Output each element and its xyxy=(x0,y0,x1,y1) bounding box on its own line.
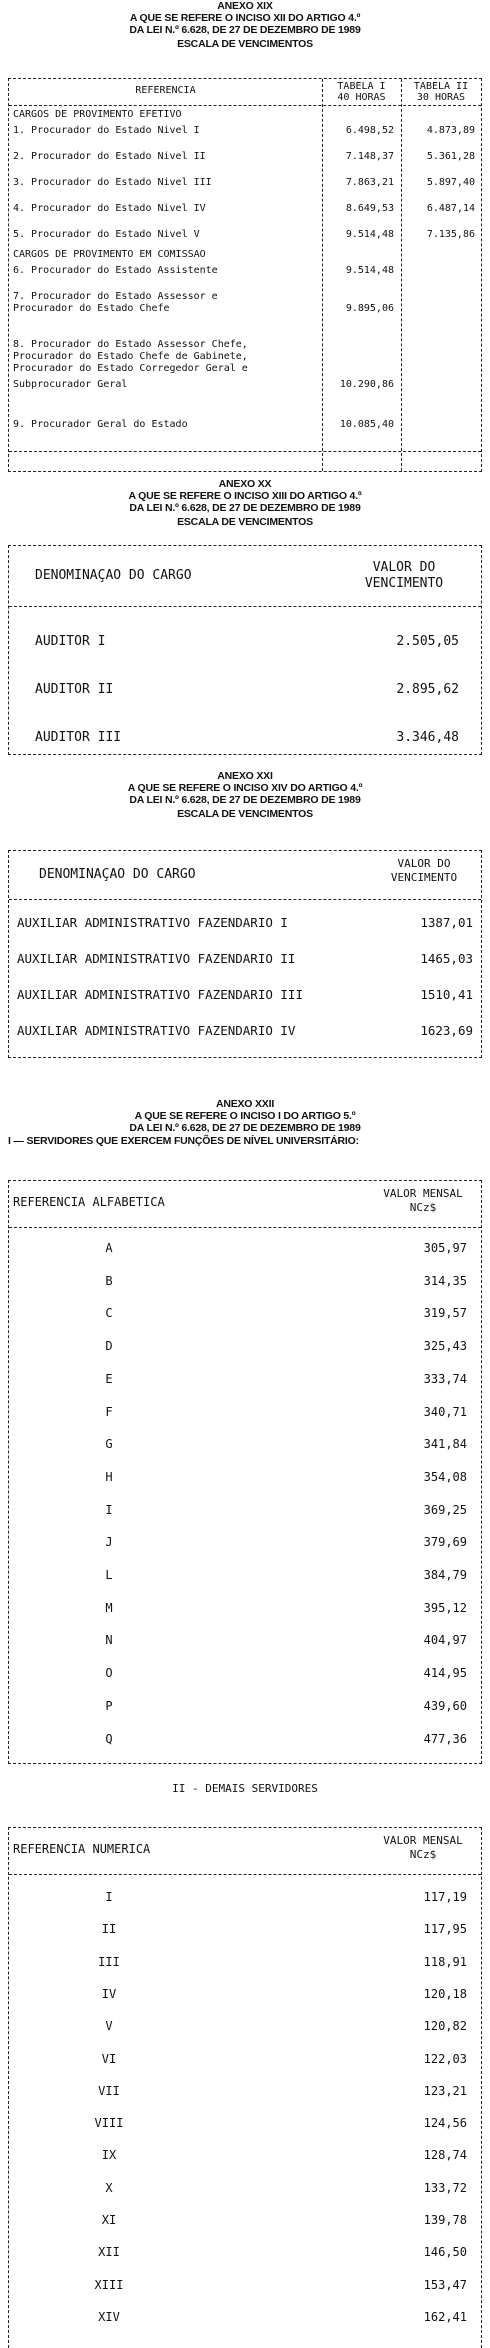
anexo22-col2-ref: REFERENCIA NUMERICA xyxy=(13,1842,151,1856)
anexo20-line3: ESCALA DE VENCIMENTOS xyxy=(177,516,313,528)
table-row-val: 1510,41 xyxy=(420,987,473,1002)
table-row-ref: H xyxy=(105,1469,113,1484)
table-row-t1: 10.290,86 xyxy=(339,379,394,390)
table-row-ref: 4. Procurador do Estado Nivel IV xyxy=(13,203,206,214)
anexo22-title: ANEXO XXII xyxy=(215,1098,275,1110)
table-row-val: 369,25 xyxy=(423,1502,467,1517)
anexo19-table xyxy=(8,78,482,472)
table-row-ref: II xyxy=(101,1922,117,1937)
table-row-val: 120,18 xyxy=(423,1986,467,2001)
table-row-ref: XII xyxy=(98,2245,120,2260)
table-row-ref: 8. Procurador do Estado Assessor Chefe, xyxy=(13,339,248,350)
anexo20-col-den: DENOMINAÇAO DO CARGO xyxy=(35,568,192,583)
table-row-t1: 8.649,53 xyxy=(345,203,394,214)
table-row-name: AUXILIAR ADMINISTRATIVO FAZENDARIO IV xyxy=(17,1023,296,1038)
table-row-t1: 9.895,06 xyxy=(345,303,394,314)
table-row-t2: 5.361,28 xyxy=(426,151,475,162)
anexo21-col-den: DENOMINAÇAO DO CARGO xyxy=(39,867,196,882)
table-row-val: 1387,01 xyxy=(420,915,473,930)
table-row-val: 122,03 xyxy=(423,2051,467,2066)
table-row-ref: 9. Procurador Geral do Estado xyxy=(13,419,188,430)
anexo19-line1: A QUE SE REFERE O INCISO XII DO ARTIGO 4.º xyxy=(129,12,361,24)
table-row-val: 404,97 xyxy=(423,1633,467,1648)
table-row-ref: 6. Procurador do Estado Assistente xyxy=(13,265,218,276)
table-row-ref: P xyxy=(105,1698,113,1713)
anexo22-line2: DA LEI N.º 6.628, DE 27 DE DEZEMBRO DE 1989 xyxy=(129,1122,361,1134)
anexo19-col-ref: REFERENCIA xyxy=(135,85,196,96)
table-row-ref: VI xyxy=(101,2051,117,2066)
table-row-val: 340,71 xyxy=(423,1404,467,1419)
table-row-ref: I xyxy=(105,1890,113,1904)
table-row-val: 117,19 xyxy=(423,1890,467,1904)
table-row-t2: 4.873,89 xyxy=(426,125,475,136)
table-row-val: 325,43 xyxy=(423,1339,467,1354)
anexo21-table xyxy=(8,850,482,1058)
table-row-ref-cont: Procurador do Estado Corregedor Geral e xyxy=(13,363,248,374)
anexo19-group2: CARGOS DE PROVIMENTO EM COMISSAO xyxy=(13,249,206,260)
table-row-ref: 3. Procurador do Estado Nivel III xyxy=(13,177,212,188)
table-row-val: 2.505,05 xyxy=(396,634,459,649)
anexo20-line1: A QUE SE REFERE O INCISO XIII DO ARTIGO 4.º xyxy=(128,490,362,502)
anexo21-line2: DA LEI N.º 6.628, DE 27 DE DEZEMBRO DE 1989 xyxy=(129,794,361,806)
table-row-t1: 6.498,52 xyxy=(345,125,394,136)
anexo22-line1: A QUE SE REFERE O INCISO I DO ARTIGO 5.º xyxy=(134,1110,356,1122)
anexo22-section2: II - DEMAIS SERVIDORES xyxy=(172,1782,318,1795)
anexo19-header xyxy=(0,0,490,50)
table-row-t1: 7.863,21 xyxy=(345,177,394,188)
table-row-val: 354,08 xyxy=(423,1469,467,1484)
anexo19-col-t2b: 30 HORAS xyxy=(416,92,466,103)
table-row-val: 379,69 xyxy=(423,1535,467,1550)
table-row-val: 3.346,48 xyxy=(396,730,459,745)
table-row-val: 305,97 xyxy=(423,1241,467,1255)
table-row-t1: 7.148,37 xyxy=(345,151,394,162)
anexo19-col-t1a: TABELA I xyxy=(337,81,386,92)
anexo20-col-vala: VALOR DO xyxy=(372,560,436,575)
anexo20-line2: DA LEI N.º 6.628, DE 27 DE DEZEMBRO DE 1989 xyxy=(129,502,361,514)
table-row-name: AUDITOR III xyxy=(35,730,122,745)
table-row-t2: 7.135,86 xyxy=(426,229,475,240)
table-row-ref: IX xyxy=(101,2148,117,2163)
table-row-val: 133,72 xyxy=(423,2180,467,2195)
anexo20-title: ANEXO XX xyxy=(218,478,272,490)
table-row-ref: O xyxy=(105,1666,113,1681)
table-row-ref: 7. Procurador do Estado Assessor e xyxy=(13,291,218,302)
anexo22-line3: I — SERVIDORES QUE EXERCEM FUNÇÕES DE NÍVEL UNIVERSITÁRIO: xyxy=(8,1135,359,1147)
anexo22-col-vala: VALOR MENSAL xyxy=(383,1187,463,1200)
anexo19-line3: ESCALA DE VENCIMENTOS xyxy=(177,38,313,50)
table-row-val: 477,36 xyxy=(423,1731,467,1746)
table-row-val: 314,35 xyxy=(423,1273,467,1288)
anexo21-line1: A QUE SE REFERE O INCISO XIV DO ARTIGO 4.º xyxy=(127,782,363,794)
table-row-ref: 1. Procurador do Estado Nivel I xyxy=(13,125,200,136)
table-row-ref: Q xyxy=(105,1731,113,1746)
anexo21-title: ANEXO XXI xyxy=(217,770,273,782)
anexo21-line3: ESCALA DE VENCIMENTOS xyxy=(177,808,313,820)
table-row-name: AUXILIAR ADMINISTRATIVO FAZENDARIO II xyxy=(17,951,296,966)
table-row-val: 162,41 xyxy=(423,2309,467,2324)
table-row-ref-cont: Subprocurador Geral xyxy=(13,379,128,390)
table-row-val: 384,79 xyxy=(423,1568,467,1582)
table-row-ref: VIII xyxy=(94,2116,124,2131)
anexo22-col-valb: NCz$ xyxy=(409,1201,437,1214)
table-row-val: 2.895,62 xyxy=(396,682,459,697)
table-row-ref: A xyxy=(105,1241,113,1255)
table-row-ref: D xyxy=(105,1339,113,1354)
table-row-ref: L xyxy=(105,1568,113,1582)
table-row-name: AUDITOR I xyxy=(35,634,106,649)
table-row-ref: I xyxy=(105,1502,113,1517)
anexo21-header xyxy=(0,770,490,820)
anexo19-col-t2a: TABELA II xyxy=(413,81,469,92)
anexo20-col-valb: VENCIMENTO xyxy=(364,576,444,591)
anexo22-header xyxy=(0,1098,490,1147)
table-row-ref: V xyxy=(105,2019,113,2034)
table-row-ref: C xyxy=(105,1306,113,1321)
table-row-ref: M xyxy=(105,1600,113,1615)
table-row-val: 1623,69 xyxy=(420,1023,473,1038)
anexo21-col-vala: VALOR DO xyxy=(397,857,451,870)
table-row-ref: J xyxy=(105,1535,113,1550)
table-row-t1: 10.085,40 xyxy=(339,419,394,430)
table-row-ref: X xyxy=(105,2180,113,2195)
anexo22-col2-vala: VALOR MENSAL xyxy=(383,1834,463,1847)
table-row-ref: VII xyxy=(98,2083,120,2098)
anexo19-col-t1b: 40 HORAS xyxy=(337,92,386,103)
table-row-val: 120,82 xyxy=(423,2019,467,2034)
table-row-val: 153,47 xyxy=(423,2277,467,2292)
table-row-ref-cont: Procurador do Estado Chefe de Gabinete, xyxy=(13,351,248,362)
table-row-ref: 5. Procurador do Estado Nivel V xyxy=(13,229,200,240)
table-row-name: AUXILIAR ADMINISTRATIVO FAZENDARIO I xyxy=(17,915,288,930)
table-row-val: 395,12 xyxy=(423,1600,467,1615)
table-row-ref: XIV xyxy=(98,2309,120,2324)
table-row-ref: F xyxy=(105,1404,113,1419)
table-row-val: 123,21 xyxy=(423,2083,467,2098)
table-row-val: 341,84 xyxy=(423,1437,467,1452)
table-row-t2: 6.487,14 xyxy=(426,203,475,214)
table-row-val: 117,95 xyxy=(423,1922,467,1937)
anexo19-line2: DA LEI N.º 6.628, DE 27 DE DEZEMBRO DE 1989 xyxy=(129,24,361,36)
table-row-ref: E xyxy=(105,1371,113,1386)
table-row-ref: B xyxy=(105,1273,113,1288)
anexo19-title: ANEXO XIX xyxy=(217,0,273,12)
table-row-val: 333,74 xyxy=(423,1371,467,1386)
table-row-name: AUDITOR II xyxy=(35,682,114,697)
table-row-ref: 2. Procurador do Estado Nivel II xyxy=(13,151,206,162)
table-row-t2: 5.897,40 xyxy=(426,177,475,188)
table-row-ref: III xyxy=(98,1954,120,1969)
anexo19-group1: CARGOS DE PROVIMENTO EFETIVO xyxy=(13,109,182,120)
anexo22-table-numerica xyxy=(8,1827,482,2348)
anexo20-table xyxy=(8,545,482,755)
table-row-name: AUXILIAR ADMINISTRATIVO FAZENDARIO III xyxy=(17,987,303,1002)
table-row-val: 319,57 xyxy=(423,1306,467,1321)
table-row-val: 414,95 xyxy=(423,1666,467,1681)
anexo22-col-ref: REFERENCIA ALFABETICA xyxy=(13,1195,165,1209)
table-row-ref: XI xyxy=(101,2213,117,2227)
table-row-val: 118,91 xyxy=(423,1954,467,1969)
table-row-val: 128,74 xyxy=(423,2148,467,2163)
table-row-val: 124,56 xyxy=(423,2116,467,2131)
table-row-ref-cont: Procurador do Estado Chefe xyxy=(13,303,170,314)
table-row-val: 146,50 xyxy=(423,2245,467,2260)
anexo22-table-alfabetica xyxy=(8,1180,482,1764)
table-row-val: 439,60 xyxy=(423,1698,467,1713)
table-row-ref: G xyxy=(105,1437,113,1452)
table-row-ref: IV xyxy=(101,1986,117,2001)
table-row-ref: N xyxy=(105,1633,113,1648)
table-row-ref: XIII xyxy=(94,2277,124,2292)
table-row-val: 139,78 xyxy=(423,2213,467,2227)
table-row-t1: 9.514,48 xyxy=(345,229,394,240)
anexo22-col2-valb: NCz$ xyxy=(409,1848,437,1861)
anexo20-header xyxy=(0,478,490,528)
anexo21-col-valb: VENCIMENTO xyxy=(390,871,458,884)
table-row-t1: 9.514,48 xyxy=(345,265,394,276)
table-row-val: 1465,03 xyxy=(420,951,473,966)
